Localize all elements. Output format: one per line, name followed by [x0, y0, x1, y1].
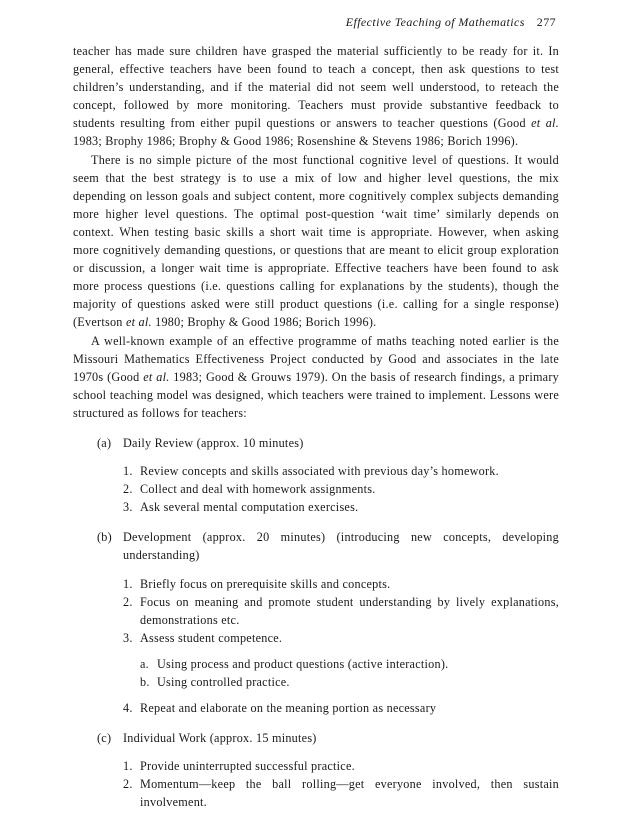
list-item	[123, 699, 559, 717]
item-number: 2.	[123, 482, 133, 497]
item-text: Collect and deal with homework assignments.	[140, 482, 376, 497]
running-title: Effective Teaching of Mathematics	[345, 15, 525, 29]
body-text	[73, 42, 559, 812]
section-heading	[97, 729, 559, 747]
paragraph-continued	[73, 42, 559, 151]
paragraph-text: A well-known example of an effective programme of maths teaching noted earlier is the Missouri Mathematics Effectiveness Project conducted by Good and associates in the late 1970s (Good	[73, 333, 559, 384]
list-item	[123, 462, 559, 480]
list-item	[123, 575, 559, 593]
section-individual-work	[73, 729, 559, 811]
item-number: 3.	[123, 630, 133, 645]
item-number: 1.	[123, 576, 133, 591]
item-text: Ask several mental computation exercises.	[140, 500, 359, 515]
list-item	[123, 629, 559, 647]
paragraph-text: teacher has made sure children have grasped the material sufficiently to be ready for it. In general, effective teachers have been found to teach a concept, then ask questions to test children’s understanding, and if the material did not seem well understood, to reteach the concept, followed by more monitoring. Teachers must provide substantive feedback to students resulting from either pupil questions or answers to teacher questions (Good	[73, 44, 559, 131]
list-item	[123, 498, 559, 516]
item-text: Provide uninterrupted successful practice.	[140, 759, 355, 774]
section-title: Daily Review (approx. 10 minutes)	[123, 435, 304, 450]
sub-item-letter: b.	[140, 675, 150, 689]
item-text: Repeat and elaborate on the meaning portion as necessary	[140, 701, 437, 716]
item-number: 2.	[123, 777, 133, 792]
list-item	[123, 480, 559, 498]
list-item	[123, 757, 559, 775]
section-marker: (a)	[97, 435, 112, 450]
running-header	[346, 15, 556, 30]
item-number: 1.	[123, 759, 133, 774]
list-item	[123, 593, 559, 629]
item-list	[97, 462, 559, 516]
item-list	[97, 575, 559, 718]
section-development	[73, 528, 559, 717]
item-number: 2.	[123, 594, 133, 609]
sub-item-letter: a.	[140, 656, 149, 671]
item-text: Momentum—keep the ball rolling—get everyone involved, then sustain involvement.	[140, 777, 559, 810]
item-text: Assess student competence.	[140, 630, 283, 645]
sub-item-list	[123, 655, 559, 691]
paragraph-questions	[73, 151, 559, 332]
item-text: Briefly focus on prerequisite skills and concepts.	[140, 576, 391, 591]
paragraph-text: 1980; Brophy & Good 1986; Borich 1996).	[151, 315, 377, 330]
paragraph-text: 1983; Good & Grouws 1979). On the basis of research findings, a primary school teaching model was designed, which teachers were trained to implement. Lessons were structured as follows for teachers:	[73, 369, 559, 420]
sub-list-item	[140, 655, 559, 673]
sub-item-text: Using process and product questions (active interaction).	[157, 656, 449, 671]
sub-list-item	[140, 673, 559, 691]
paragraph-missouri-project	[73, 332, 559, 422]
section-daily-review	[73, 434, 559, 516]
citation-et-al: et al.	[531, 116, 559, 131]
section-title: Individual Work (approx. 15 minutes)	[123, 731, 317, 746]
page-number: 277	[536, 15, 556, 29]
section-heading	[97, 434, 559, 452]
section-marker: (b)	[97, 530, 112, 545]
item-list	[97, 757, 559, 811]
item-number: 3.	[123, 500, 133, 515]
list-item	[123, 775, 559, 811]
item-number: 4.	[123, 701, 133, 716]
section-heading	[97, 528, 559, 564]
citation-et-al: et al.	[125, 315, 152, 330]
sub-item-text: Using controlled practice.	[157, 675, 290, 689]
citation-et-al: et al.	[143, 369, 170, 384]
paragraph-text: 1983; Brophy 1986; Brophy & Good 1986; Rosenshine & Stevens 1986; Borich 1996).	[73, 134, 519, 149]
item-number: 1.	[123, 464, 133, 479]
item-text: Review concepts and skills associated with previous day’s homework.	[140, 464, 499, 479]
section-title: Development (approx. 20 minutes) (introducing new concepts, developing understanding)	[123, 530, 559, 563]
paragraph-text: There is no simple picture of the most functional cognitive level of questions. It would seem that the best strategy is to use a mix of low and higher level questions, the mix depending on lesson goals and subject content, more cognitively complex subjects demanding more higher level questions. The optimal post-question ‘wait time’ similarly depends on context. When testing basic skills a short wait time is appropriate. However, when asking more cognitively demanding questions, or questions that are meant to elicit group exploration or discussion, a longer wait time is appropriate. Effective teachers have been found to ask more process questions (i.e. questions calling for explanations by the students), though the majority of questions asked were still product questions (i.e. calling for a single response) (Evertson	[73, 152, 559, 330]
item-text: Focus on meaning and promote student understanding by lively explanations, demonstrations etc.	[140, 594, 559, 627]
section-marker: (c)	[97, 731, 112, 746]
